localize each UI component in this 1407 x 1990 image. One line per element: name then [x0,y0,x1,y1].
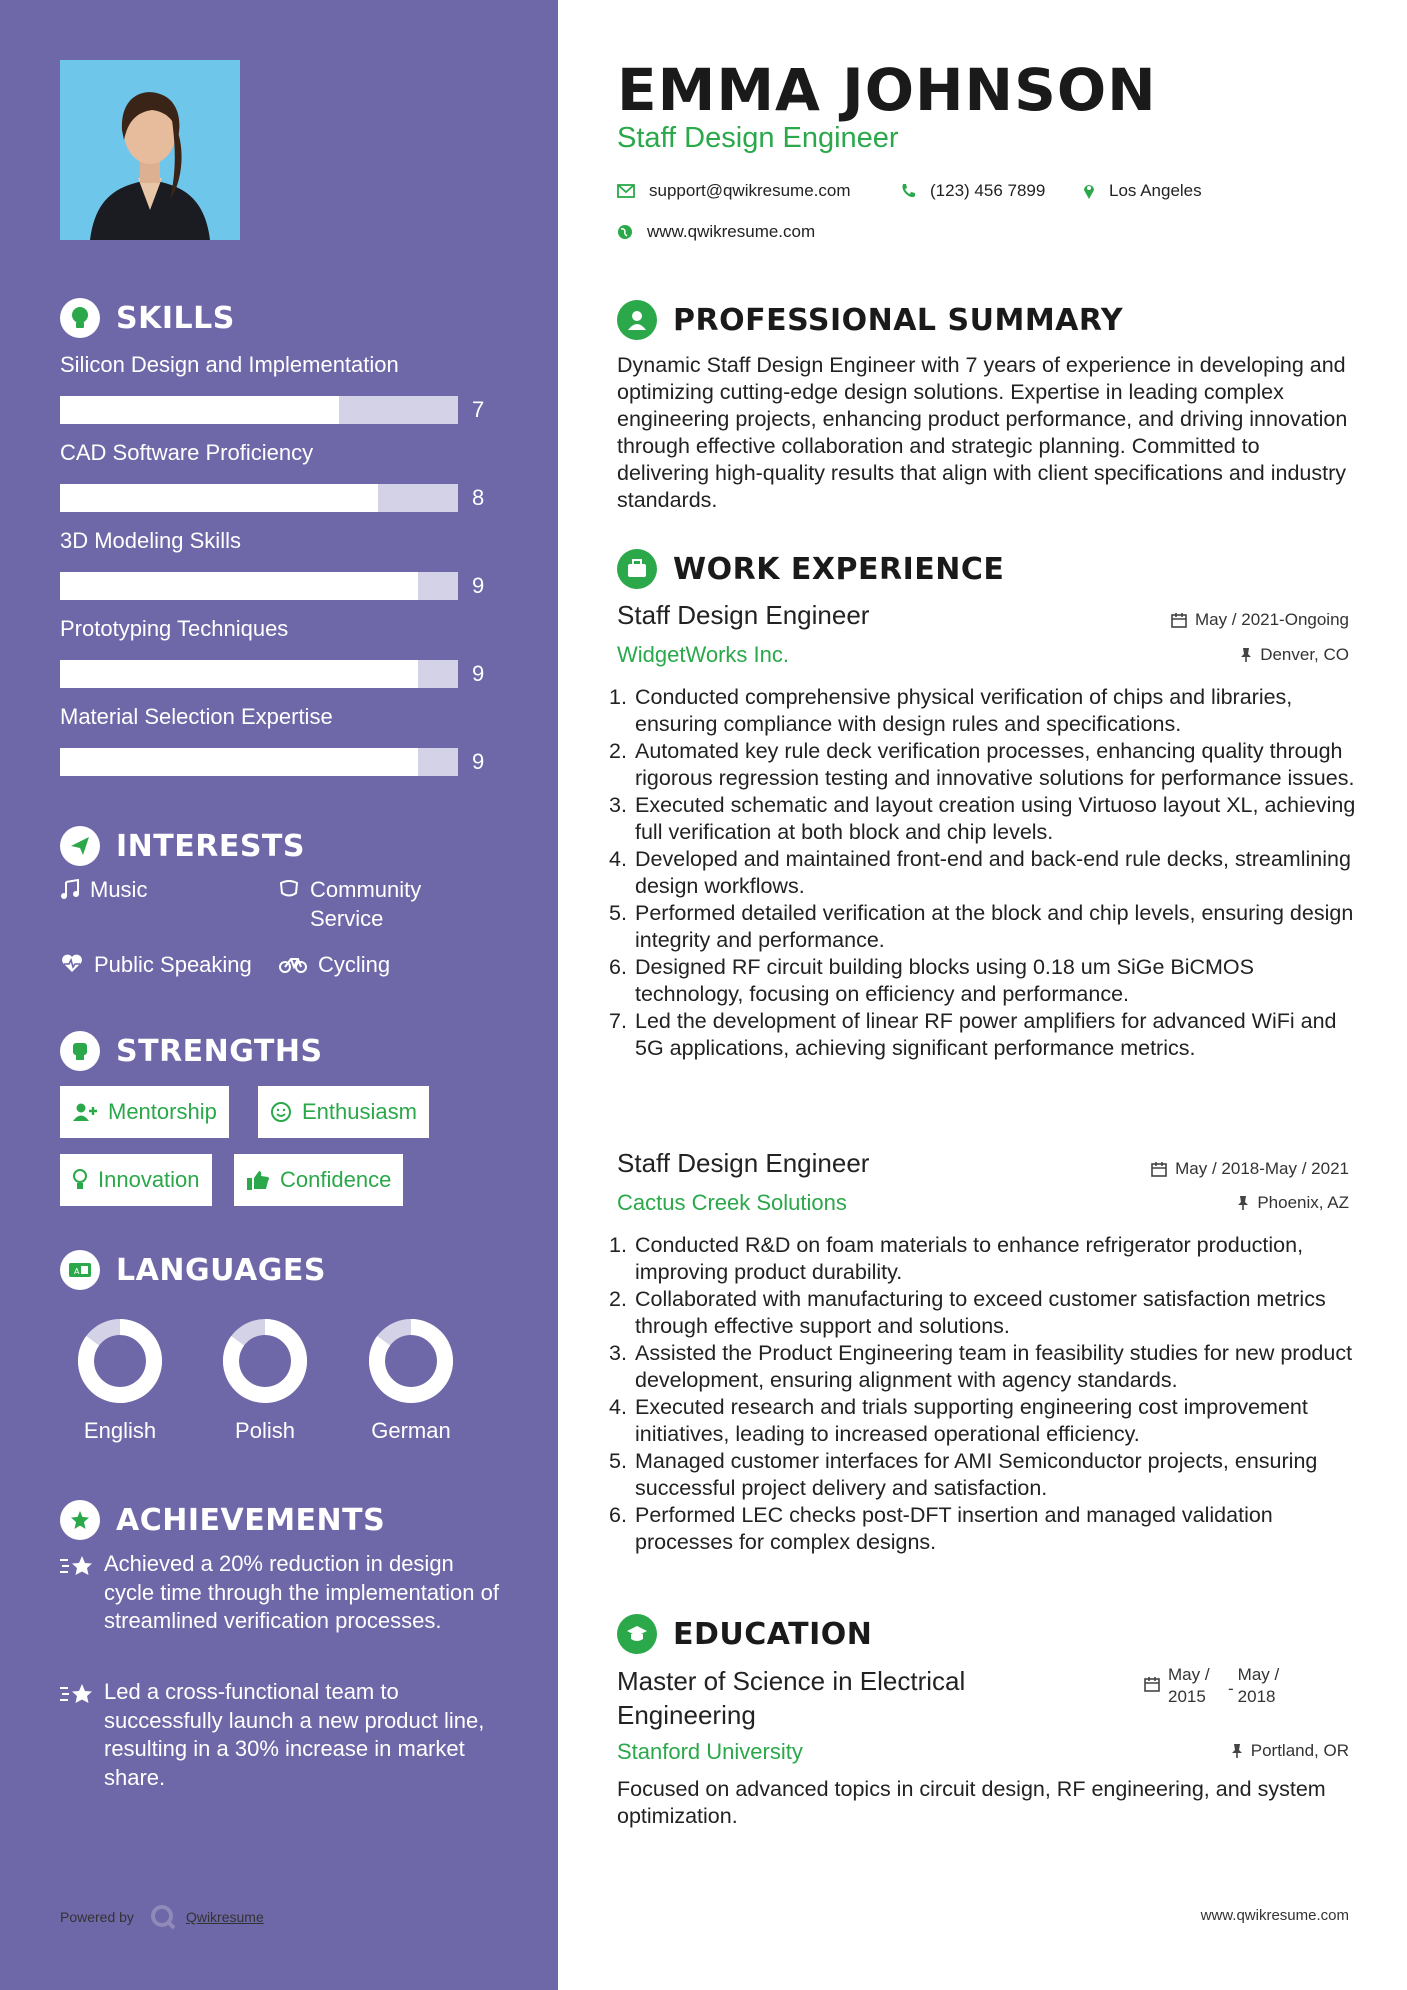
education-end: May / 2018 [1237,1665,1280,1706]
envelope-icon [617,184,635,198]
languages-title: LANGUAGES [116,1252,326,1288]
interests-title: INTERESTS [116,828,305,864]
education-heading [617,1614,872,1654]
achievement-item [60,1550,500,1636]
qwikresume-link[interactable]: Qwikresume [185,1909,264,1925]
avatar [60,60,240,240]
summary-text: Dynamic Staff Design Engineer with 7 years of experience in developing and optimizing cutting-edge design solutions. Expertise in leading complex engineering projects, enhancing product performance, and driving innovation through effective collaboration and strategic planning. Committed to delivering high-quality results that align with client specifications and industry standards. [617,353,1348,512]
list-item: Performed detailed verification at the block and chip levels, ensuring design integrity and performance. [635,901,1354,952]
star-icon [60,1554,94,1578]
job-dates-text: May / 2018-May / 2021 [1175,1159,1349,1178]
email-text[interactable]: support@qwikresume.com [649,181,851,200]
education-location [1231,1741,1349,1761]
job-title: Staff Design Engineer [617,600,870,630]
job-dates [1171,610,1349,630]
skill-item [60,440,500,510]
skills-heading [60,298,235,338]
list-item: Executed schematic and layout creation using Virtuoso layout XL, achieving full verification at both block and chip levels. [635,793,1356,844]
achievements-heading [60,1500,385,1540]
map-marker-icon [1083,182,1095,200]
skill-item [60,616,500,686]
list-item: Led the development of linear RF power amplifiers for advanced WiFi and 5G applications, achieving significant performance metrics. [635,1009,1337,1060]
powered-by-label: Powered by [60,1909,134,1925]
skill-value: 8 [472,485,485,510]
education-title: EDUCATION [673,1616,873,1652]
language-donut [366,1316,456,1406]
strength-chip [60,1154,212,1206]
fist-icon [60,1031,100,1071]
company-name: Cactus Creek Solutions [617,1190,847,1215]
skill-name: Prototyping Techniques [60,616,289,641]
language-item [195,1316,335,1444]
interest-item [60,950,252,979]
skill-item [60,352,500,422]
user-icon [617,300,657,340]
calendar-icon [1144,1676,1160,1692]
graduation-icon [617,1614,657,1654]
job-bullets [617,684,1357,1062]
phone-text: (123) 456 7899 [930,181,1046,200]
skill-bar-fill [60,572,418,600]
list-item: Executed research and trials supporting engineering cost improvement initiatives, leading to increased operational efficiency. [635,1395,1308,1446]
skill-name: Material Selection Expertise [60,704,333,729]
skill-bar [60,396,458,424]
strength-chip [234,1154,403,1206]
contact-email [617,181,851,201]
skill-bar-fill [60,484,378,512]
interest-label: Music [90,877,148,902]
bicycle-icon [278,954,308,974]
skill-name: Silicon Design and Implementation [60,352,399,377]
achievement-item [60,1678,500,1792]
strength-chip [60,1086,229,1138]
paper-plane-icon [60,826,100,866]
hands-icon [278,879,300,899]
list-item: Automated key rule deck verification processes, enhancing quality through rigorous regression testing and innovative solutions for performance issues. [635,739,1355,790]
footer-website[interactable]: www.qwikresume.com [1200,1907,1349,1924]
lightbulb-icon [72,1168,88,1192]
candidate-name: EMMA JOHNSON [617,56,1157,124]
job-location [1240,645,1349,665]
job-location [1237,1193,1349,1213]
job-bullets [617,1232,1357,1556]
contact-location [1083,181,1202,201]
smile-icon [270,1101,292,1123]
education-text: Focused on advanced topics in circuit design, RF engineering, and system optimization. [617,1777,1326,1828]
contact-website [617,222,815,242]
languages-heading [60,1250,326,1290]
education-dates [1144,1664,1290,1708]
summary-heading [617,300,1123,340]
list-item: Performed LEC checks post-DFT insertion and managed validation processes for complex designs. [635,1503,1273,1554]
achievement-text: Led a cross-functional team to successfully launch a new product line, resulting in a 30% increase in market share. [104,1679,485,1790]
interest-label: Cycling [318,952,391,977]
skill-name: CAD Software Proficiency [60,440,314,465]
skill-bar-fill [60,748,418,776]
skill-value: 7 [472,397,485,422]
list-item: Managed customer interfaces for AMI Semiconductor projects, ensuring successful project delivery and satisfaction. [635,1449,1318,1500]
powered-by [60,1902,264,1932]
skill-value: 9 [472,749,485,774]
skill-bar-fill [60,660,418,688]
interest-label: Community Service [310,877,422,931]
music-note-icon [60,879,80,901]
svg-text:A: A [74,1267,80,1276]
job-dates [1151,1159,1349,1179]
strength-label: Confidence [280,1167,392,1192]
date-separator: - [1228,1679,1234,1698]
list-item: Conducted R&D on foam materials to enhance refrigerator production, improving product durability. [635,1233,1304,1284]
job-location-text: Denver, CO [1260,645,1349,664]
experience-title: WORK EXPERIENCE [673,551,1005,587]
skill-value: 9 [472,573,485,598]
job-location-text: Phoenix, AZ [1257,1193,1349,1212]
star-icon [60,1682,94,1706]
user-plus-icon [72,1102,98,1122]
job-dates-text: May / 2021-Ongoing [1194,610,1349,629]
list-item: Collaborated with manufacturing to exceed customer satisfaction metrics through effective support and solutions. [635,1287,1326,1338]
skills-title: SKILLS [116,300,235,336]
pushpin-icon [1237,1195,1249,1211]
strength-chip [258,1086,429,1138]
language-icon [60,1250,100,1290]
skill-bar-fill [60,396,339,424]
strengths-heading [60,1031,323,1071]
star-badge-icon [60,1500,100,1540]
skill-value: 9 [472,661,485,686]
achievements-title: ACHIEVEMENTS [116,1502,386,1538]
education-location-text: Portland, OR [1250,1741,1349,1760]
degree-title: Master of Science in Electrical Engineering [617,1666,966,1730]
language-name: German [371,1418,451,1443]
interest-item [278,875,448,933]
profile-photo [60,60,240,240]
strengths-title: STRENGTHS [116,1033,323,1069]
company-name: WidgetWorks Inc. [617,642,789,667]
calendar-icon [1171,612,1187,628]
achievement-text: Achieved a 20% reduction in design cycle time through the implementation of streamlined verification processes. [104,1551,499,1633]
skill-bar [60,748,458,776]
interest-label: Public Speaking [94,952,252,977]
language-donut [220,1316,310,1406]
list-item: Developed and maintained front-end and back-end rule decks, streamlining design workflows. [635,847,1351,898]
skill-bar [60,572,458,600]
lightbulb-icon [60,298,100,338]
skill-bar [60,484,458,512]
language-item [50,1316,190,1444]
heart-pulse-icon [60,954,84,974]
location-text: Los Angeles [1109,181,1202,200]
globe-icon [617,224,633,240]
job-title: Staff Design Engineer [617,1148,870,1178]
interest-item [278,950,390,979]
skill-item [60,704,500,774]
briefcase-icon [617,549,657,589]
summary-title: PROFESSIONAL SUMMARY [673,302,1124,338]
language-name: English [83,1418,157,1443]
list-item: Conducted comprehensive physical verification of chips and libraries, ensuring compliance with design rules and specifications. [635,685,1293,736]
skill-item [60,528,500,598]
language-name: Polish [235,1418,295,1443]
list-item: Assisted the Product Engineering team in feasibility studies for new product development, ensuring alignment with agency standards. [635,1341,1353,1392]
language-item [341,1316,481,1444]
skill-name: 3D Modeling Skills [60,528,241,553]
contact-phone [900,181,1045,201]
pushpin-icon [1231,1743,1243,1759]
thumbs-up-icon [246,1169,270,1191]
interest-item [60,875,147,904]
pushpin-icon [1240,647,1252,663]
school-name: Stanford University [617,1739,803,1764]
sidebar [0,0,558,1990]
list-item: Designed RF circuit building blocks using 0.18 um SiGe BiCMOS technology, focusing on efficiency and performance. [635,955,1254,1006]
website-text[interactable]: www.qwikresume.com [647,222,816,241]
skill-bar [60,660,458,688]
calendar-icon [1151,1161,1167,1177]
strength-label: Innovation [98,1167,200,1192]
strength-label: Enthusiasm [302,1099,417,1124]
candidate-role: Staff Design Engineer [617,122,899,154]
phone-icon [900,183,916,199]
language-donut [75,1316,165,1406]
qwikresume-logo-icon [148,1902,178,1932]
strength-label: Mentorship [108,1099,217,1124]
education-start: May / 2015 [1168,1665,1210,1706]
interests-heading [60,826,305,866]
experience-heading [617,549,1004,589]
